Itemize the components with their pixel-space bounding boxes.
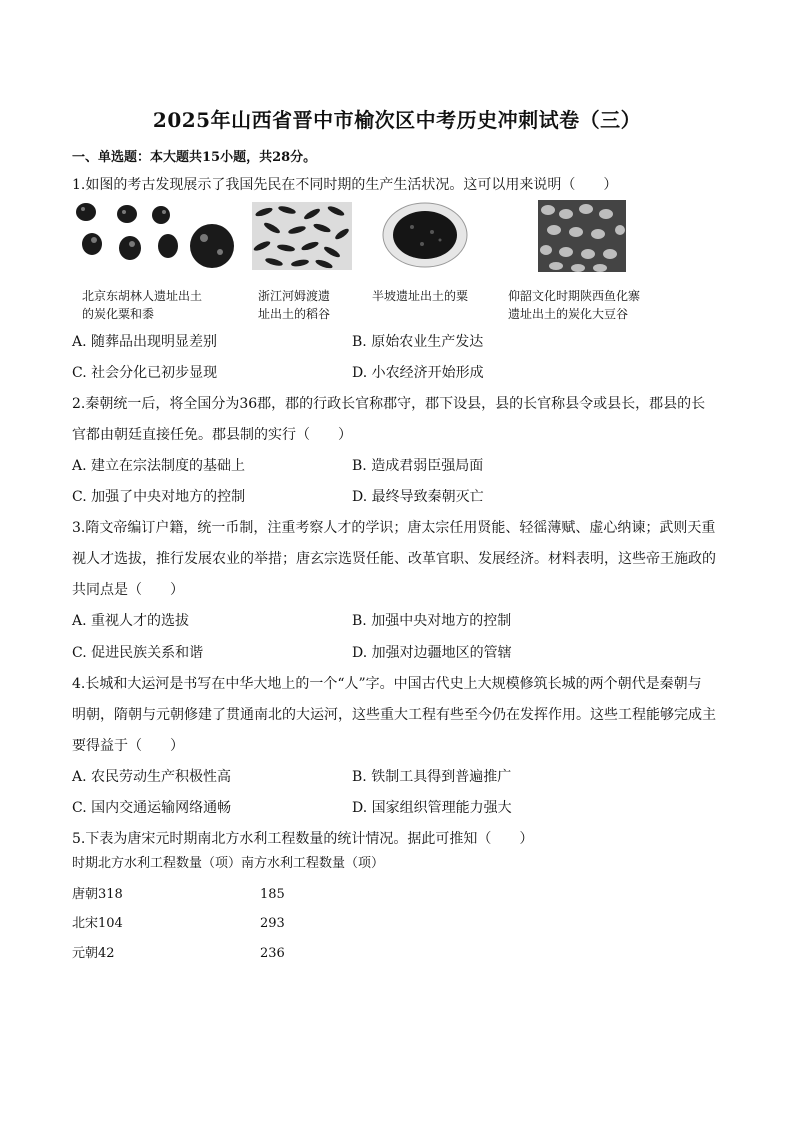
table-row-1-period: 唐朝318 xyxy=(72,887,123,902)
banpo-millet-image xyxy=(382,202,468,268)
question-1-stem: 1.如图的考古发现展示了我国先民在不同时期的生产生活状况。这可以用来说明（ ） xyxy=(72,177,618,193)
table-row-1-south: 185 xyxy=(260,887,285,902)
q4-option-a: A. 农民劳动生产积极性高 xyxy=(72,769,232,785)
question-3-line-3: 共同点是（ ） xyxy=(72,582,184,598)
q2-option-a: A. 建立在宗法制度的基础上 xyxy=(72,458,246,474)
charred-millet-image xyxy=(72,200,242,278)
caption-4-line-1: 仰韶文化时期陕西鱼化寨 xyxy=(508,289,641,303)
question-4-line-1: 4.长城和大运河是书写在中华大地上的一个“人”字。中国古代史上大规模修筑长城的两个朝代是秦朝与 xyxy=(72,676,702,692)
table-header: 时期北方水利工程数量（项）南方水利工程数量（项） xyxy=(72,856,385,871)
q3-option-c: C. 促进民族关系和谐 xyxy=(72,645,204,661)
table-row-2-period: 北宋104 xyxy=(72,916,123,931)
q2-option-b: B. 造成君弱臣强局面 xyxy=(352,458,484,474)
q2-option-d: D. 最终导致秦朝灭亡 xyxy=(352,489,484,505)
caption-4-line-2: 遗址出土的炭化大豆谷 xyxy=(508,307,629,321)
question-2-line-2: 官都由朝廷直接任免。郡县制的实行（ ） xyxy=(72,427,352,443)
table-row-3-south: 236 xyxy=(260,946,285,961)
caption-2-line-1: 浙江河姆渡遗 xyxy=(258,289,331,303)
rice-grains-image xyxy=(252,202,352,270)
charred-soybean-image xyxy=(538,200,626,272)
caption-3-line-1: 半坡遗址出土的粟 xyxy=(372,289,469,303)
caption-2-line-2: 址出土的稻谷 xyxy=(258,307,331,321)
question-5-stem: 5.下表为唐宋元时期南北方水利工程数量的统计情况。据此可推知（ ） xyxy=(72,831,534,847)
table-row-3-period: 元朝42 xyxy=(72,946,115,961)
table-row-2-south: 293 xyxy=(260,916,285,931)
section-heading: 一、单选题：本大题共15小题，共28分。 xyxy=(72,150,317,165)
caption-1-line-1: 北京东胡林人遗址出土 xyxy=(82,289,203,303)
q3-option-a: A. 重视人才的选拔 xyxy=(72,613,190,629)
question-3-line-2: 视人才选拔，推行发展农业的举措；唐玄宗选贤任能、改革官职、发展经济。材料表明，这些帝王施政的 xyxy=(72,551,716,567)
caption-1-line-2: 的炭化粟和黍 xyxy=(82,307,155,321)
question-3-line-1: 3.隋文帝编订户籍，统一币制，注重考察人才的学识；唐太宗任用贤能、轻徭薄赋、虚心纳谏；武则天重 xyxy=(72,520,716,536)
q1-option-b: B. 原始农业生产发达 xyxy=(352,334,484,350)
q4-option-c: C. 国内交通运输网络通畅 xyxy=(72,800,232,816)
question-4-line-2: 明朝，隋朝与元朝修建了贯通南北的大运河，这些重大工程有些至今仍在发挥作用。这些工程能够完成主 xyxy=(72,707,716,723)
q1-option-a: A. 随葬品出现明显差别 xyxy=(72,334,218,350)
q3-option-b: B. 加强中央对地方的控制 xyxy=(352,613,512,629)
question-4-line-3: 要得益于（ ） xyxy=(72,738,184,754)
question-2-line-1: 2.秦朝统一后，将全国分为36郡，郡的行政长官称郡守，郡下设县，县的长官称县令或县长，郡县的长 xyxy=(72,396,706,412)
q2-option-c: C. 加强了中央对地方的控制 xyxy=(72,489,246,505)
q3-option-d: D. 加强对边疆地区的管辖 xyxy=(352,645,512,661)
q4-option-d: D. 国家组织管理能力强大 xyxy=(352,800,512,816)
q1-option-d: D. 小农经济开始形成 xyxy=(352,365,484,381)
q1-option-c: C. 社会分化已初步显现 xyxy=(72,365,218,381)
q4-option-b: B. 铁制工具得到普遍推广 xyxy=(352,769,512,785)
page-title: 2025年山西省晋中市榆次区中考历史冲刺试卷（三） xyxy=(152,108,642,132)
